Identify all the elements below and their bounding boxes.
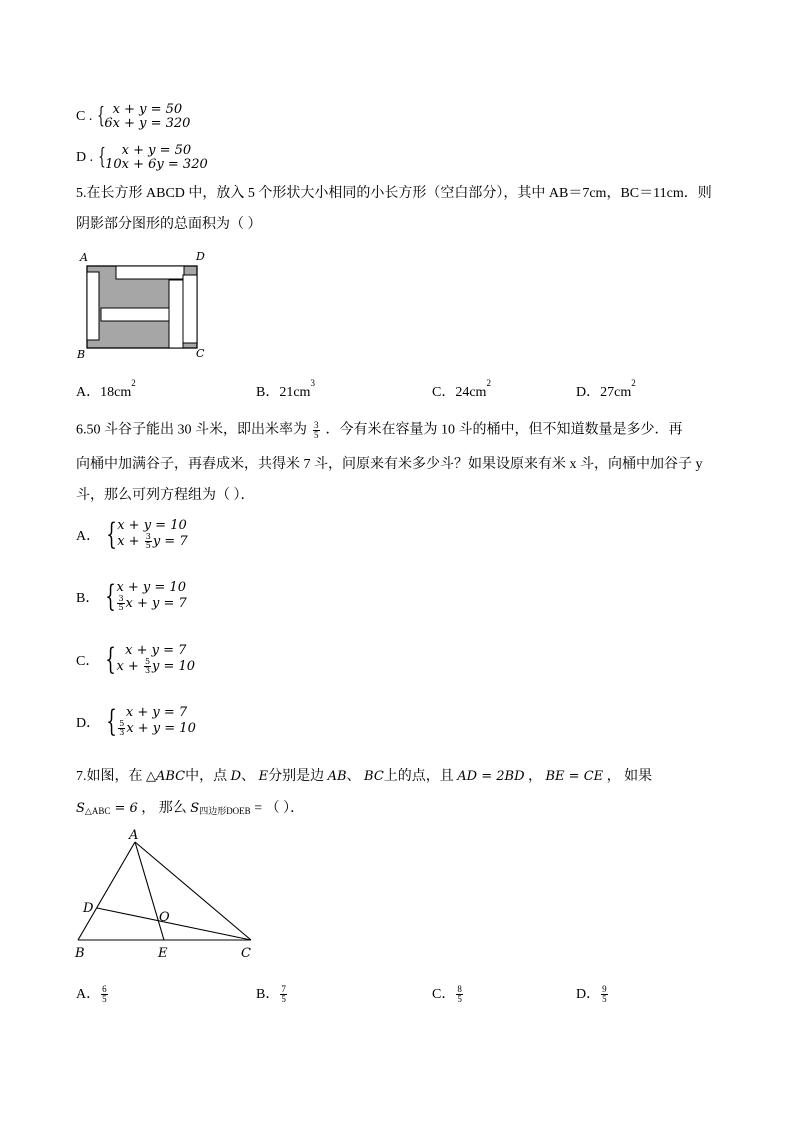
brace-icon: { [97, 104, 106, 129]
label-c: C [241, 946, 251, 961]
q6-option-c: C． { x + y = 7 x + $\frac{5}{3}$ y = 10 [76, 641, 196, 677]
q4-option-c [76, 103, 190, 131]
brace-icon: { [105, 641, 117, 677]
small-rect-5 [183, 275, 197, 343]
q4-d-eq1: x + y = 50 [121, 143, 192, 158]
q6-option-d: D． { x + y = 7 $\frac{5}{3}$ x + y = 10 [76, 703, 196, 739]
label-b: B [75, 946, 85, 961]
brace-icon: { [106, 703, 117, 739]
q7-option-c: C． $\frac{8}{5}$ [432, 984, 462, 1005]
q7-stem-line2: $S_{\triangle ABC} = 6$ ， 那么 $S_{四边形DOEB}$ = （ ）． [76, 801, 305, 816]
q5-option-a: A．$18cm^2$ [76, 378, 136, 400]
q5-rectangle-figure [76, 246, 210, 362]
q7-stem-line1: 7.如图，在 △ABC中，点 D、 E分别是边 AB、 BC上的点，且 AD = 2BD ， BE = CE ， 如果 [76, 769, 653, 784]
brace-icon: { [105, 578, 117, 614]
small-rect-3 [101, 308, 169, 321]
q5-stem-line2: 阴影部分图形的总面积为（ ） [76, 217, 262, 232]
q6-stem-line3: 斗，那么可列方程组为（ ）． [76, 488, 255, 503]
small-rect-1 [87, 272, 99, 340]
q6-option-b: B． { x + y = 10 $\frac{3}{5}$ x + y = 7 [76, 578, 187, 614]
q6-stem-line2: 向桶中加满谷子，再舂成米，共得米 7 斗，问原来有米多少斗？如果设原来有米 x 斗，向桶中加谷子 y [76, 457, 703, 472]
side-ab [78, 842, 135, 940]
q4-d-eq2: 10x + 6y = 320 [105, 157, 208, 172]
label-c: C [196, 347, 205, 360]
q5-stem-line1: 5.在长方形 ABCD 中，放入 5 个形状大小相同的小长方形（空白部分），其中 AB＝7cm，BC＝11cm．则 [76, 186, 712, 201]
q6-option-a: A． { x + y = 10 x + $\frac{3}{5}$ y = 7 [76, 516, 188, 552]
label-b: B [77, 348, 86, 361]
q7-option-a: A． $\frac{6}{5}$ [76, 984, 107, 1005]
q5-option-d: D．$27cm^2$ [576, 378, 636, 400]
segment-ae [135, 842, 164, 940]
brace-icon: { [98, 145, 106, 170]
label-a: A [80, 251, 88, 264]
label-e: E [158, 946, 168, 961]
small-rect-2 [116, 266, 184, 279]
q7-triangle-figure [70, 826, 270, 966]
q7-option-b: B． $\frac{7}{5}$ [256, 984, 286, 1005]
label-d: D [83, 901, 94, 916]
q4-option-d [76, 144, 208, 172]
q4-option-d-label: D . [76, 150, 94, 165]
q5-option-c: C．$24cm^2$ [432, 378, 491, 400]
label-a: A [129, 828, 139, 843]
side-ac [135, 842, 251, 940]
q4-option-c-label: C . [76, 109, 93, 124]
label-d: D [196, 250, 205, 263]
q7-option-d: D． $\frac{9}{5}$ [576, 984, 607, 1005]
label-o: O [159, 910, 170, 925]
q5-option-b: B．$21cm^3$ [256, 378, 315, 400]
brace-icon: { [106, 516, 117, 552]
q4-c-eq1: x + y = 50 [112, 102, 183, 117]
q6-stem-line1: 6.50 斗谷子能出 30 斗米，即出米率为 $\frac{3}{5}$ ．今有米在容量为 10 斗的桶中，但不知道数量是多少．再 [76, 420, 683, 440]
q4-c-eq2: 6x + y = 320 [104, 116, 191, 131]
segment-dc [97, 908, 251, 940]
small-rect-4 [169, 280, 183, 348]
